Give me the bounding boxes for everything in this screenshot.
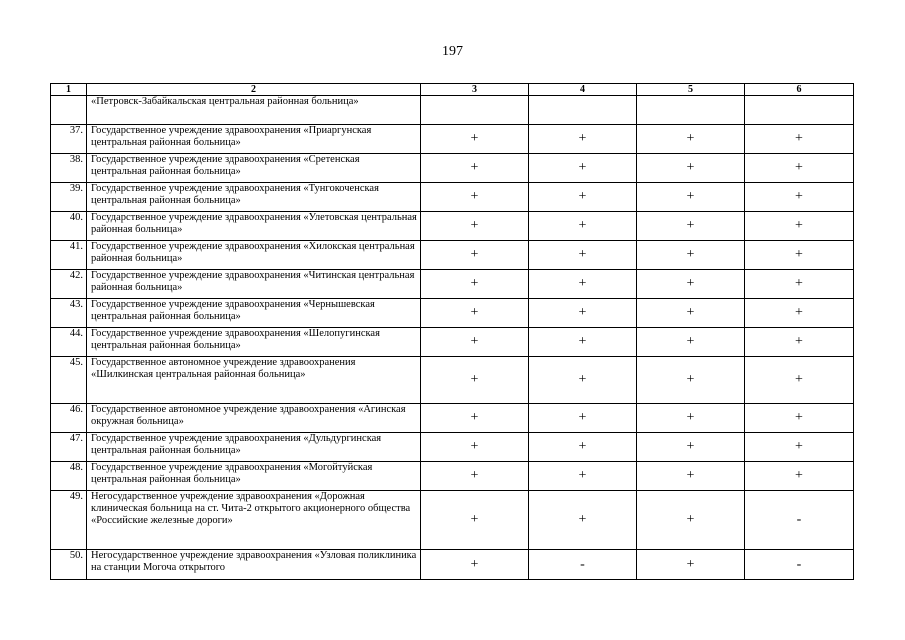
cell-col-6: - [745,491,854,550]
cell-col-3: + [421,357,529,404]
cell-col-4: + [529,183,637,212]
institution-name: Государственное учреждение здравоохранения «Улетовская центральная районная больница» [87,212,421,241]
table-row [51,299,854,328]
cell-col-4: - [529,550,637,580]
document-table [50,83,854,580]
row-number: 47. [51,433,87,462]
column-header-5: 5 [637,84,745,96]
row-number: 43. [51,299,87,328]
row-number: 38. [51,154,87,183]
row-number [51,96,87,125]
cell-col-4: + [529,404,637,433]
cell-col-5: + [637,462,745,491]
table-row [51,212,854,241]
table-row [51,96,854,125]
institution-name: Государственное учреждение здравоохранения «Сретенская центральная районная больница» [87,154,421,183]
institution-name: Государственное учреждение здравоохранения «Приаргунская центральная районная больница» [87,125,421,154]
cell-col-6: - [745,550,854,580]
table-row [51,491,854,550]
cell-col-6: + [745,299,854,328]
row-number: 40. [51,212,87,241]
cell-col-6 [745,96,854,125]
institution-name: Государственное учреждение здравоохранения «Дульдургинская центральная районная больница» [87,433,421,462]
cell-col-3: + [421,328,529,357]
institution-name: Государственное автономное учреждение здравоохранения «Шилкинская центральная районная больница» [87,357,421,404]
cell-col-3: + [421,125,529,154]
cell-col-4: + [529,357,637,404]
column-header-4: 4 [529,84,637,96]
column-header-3: 3 [421,84,529,96]
cell-col-3: + [421,241,529,270]
cell-col-3: + [421,433,529,462]
cell-col-4: + [529,328,637,357]
institution-name: Государственное учреждение здравоохранения «Хилокская центральная районная больница» [87,241,421,270]
table-row [51,433,854,462]
institution-name: Государственное учреждение здравоохранения «Могойтуйская центральная районная больница» [87,462,421,491]
row-number: 44. [51,328,87,357]
table-row [51,241,854,270]
row-number: 48. [51,462,87,491]
cell-col-3: + [421,404,529,433]
row-number: 41. [51,241,87,270]
institution-name: Государственное учреждение здравоохранения «Чернышевская центральная районная больница» [87,299,421,328]
institution-name: Негосударственное учреждение здравоохранения «Дорожная клиническая больница на ст. Чита-2 открытого акционерного общества «Российские железные дороги» [87,491,421,550]
cell-col-6: + [745,183,854,212]
cell-col-6: + [745,270,854,299]
institution-name: «Петровск-Забайкальская центральная районная больница» [87,96,421,125]
table-row [51,328,854,357]
cell-col-5: + [637,212,745,241]
column-header-6: 6 [745,84,854,96]
row-number: 37. [51,125,87,154]
cell-col-3: + [421,550,529,580]
page-number: 197 [442,44,463,59]
cell-col-3: + [421,299,529,328]
table-row [51,462,854,491]
cell-col-6: + [745,212,854,241]
cell-col-4: + [529,154,637,183]
row-number: 39. [51,183,87,212]
table-row [51,183,854,212]
row-number: 50. [51,550,87,580]
cell-col-3: + [421,270,529,299]
cell-col-4: + [529,299,637,328]
cell-col-6: + [745,433,854,462]
institution-name: Негосударственное учреждение здравоохранения «Узловая поликлиника на станции Могоча открытого [87,550,421,580]
cell-col-3: + [421,212,529,241]
row-number: 45. [51,357,87,404]
cell-col-4: + [529,125,637,154]
table-row [51,270,854,299]
table-row [51,125,854,154]
cell-col-5: + [637,299,745,328]
cell-col-5: + [637,550,745,580]
cell-col-4: + [529,212,637,241]
cell-col-5: + [637,491,745,550]
row-number: 46. [51,404,87,433]
institution-name: Государственное учреждение здравоохранения «Читинская центральная районная больница» [87,270,421,299]
cell-col-6: + [745,404,854,433]
cell-col-6: + [745,462,854,491]
cell-col-5: + [637,270,745,299]
table-header-row [51,84,854,96]
cell-col-6: + [745,154,854,183]
column-header-2: 2 [87,84,421,96]
table-row [51,154,854,183]
cell-col-6: + [745,328,854,357]
cell-col-5: + [637,125,745,154]
cell-col-5: + [637,404,745,433]
cell-col-5: + [637,183,745,212]
institution-name: Государственное учреждение здравоохранения «Тунгокоченская центральная районная больница» [87,183,421,212]
cell-col-3: + [421,462,529,491]
table-row [51,550,854,580]
cell-col-4: + [529,270,637,299]
cell-col-4: + [529,433,637,462]
cell-col-5: + [637,433,745,462]
cell-col-4: + [529,491,637,550]
cell-col-4: + [529,241,637,270]
cell-col-3: + [421,491,529,550]
cell-col-5: + [637,241,745,270]
cell-col-3: + [421,154,529,183]
cell-col-6: + [745,125,854,154]
cell-col-4: + [529,462,637,491]
cell-col-5 [637,96,745,125]
cell-col-3 [421,96,529,125]
cell-col-6: + [745,357,854,404]
cell-col-6: + [745,241,854,270]
column-header-1: 1 [51,84,87,96]
row-number: 42. [51,270,87,299]
cell-col-4 [529,96,637,125]
cell-col-5: + [637,154,745,183]
institution-name: Государственное учреждение здравоохранения «Шелопугинская центральная районная больница» [87,328,421,357]
cell-col-5: + [637,357,745,404]
table-row [51,404,854,433]
cell-col-3: + [421,183,529,212]
table-row [51,357,854,404]
row-number: 49. [51,491,87,550]
cell-col-5: + [637,328,745,357]
institution-name: Государственное автономное учреждение здравоохранения «Агинская окружная больница» [87,404,421,433]
